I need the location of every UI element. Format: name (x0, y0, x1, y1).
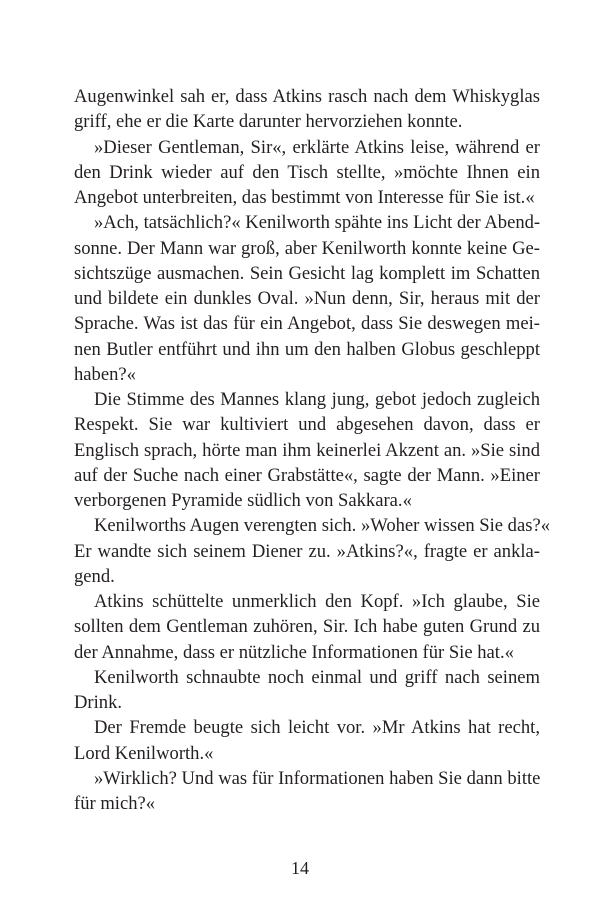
text-line: den Drink wieder auf den Tisch stellte, »möchte Ihnen ein (74, 161, 540, 183)
text-line: Drink. (74, 692, 123, 713)
text-line: Angebot unterbreiten, das bestimmt von Interesse für Sie ist.« (74, 187, 535, 208)
text-line: auf der Suche nach einer Grabstätte«, sagte der Mann. »Einer (74, 464, 540, 486)
text-line: für mich?« (74, 793, 156, 814)
text-line: nen Butler entführt und ihn um den halben Globus geschleppt (74, 338, 540, 360)
text-line: Lord Kenilworth.« (74, 742, 214, 764)
text-line: Augenwinkel sah er, dass Atkins rasch nach dem Whiskyglas (74, 86, 540, 107)
body-text (74, 84, 551, 816)
text-line: Respekt. Sie war kultiviert und abgesehen davon, dass er (74, 414, 540, 436)
text-line: Der Fremde beugte sich leicht vor. »Mr Atkins hat recht, (94, 717, 540, 739)
text-line: sollten dem Gentleman zuhören, Sir. Ich habe guten Grund zu (74, 616, 540, 638)
page-number: 14 (291, 858, 309, 878)
text-line: »Dieser Gentleman, Sir«, erklärte Atkins leise, während er (94, 136, 540, 158)
text-line: und bildete ein dunkles Oval. »Nun denn, Sir, heraus mit der (74, 288, 540, 309)
text-line: Englisch sprach, hörte man ihm keinerlei Akzent an. »Sie sind (74, 439, 540, 461)
text-line: griff, ehe er die Karte darunter hervorziehen konnte. (74, 111, 463, 133)
text-line: sonne. Der Mann war groß, aber Kenilworth konnte keine Ge- (74, 237, 540, 259)
text-line: Er wandte sich seinem Diener zu. »Atkins?«, fragte er ankla- (74, 540, 540, 562)
text-line: Atkins schüttelte unmerklich den Kopf. »Ich glaube, Sie (94, 591, 540, 612)
text-line: haben?« (74, 363, 136, 385)
text-line: Sprache. Was ist das für ein Angebot, dass Sie deswegen mei- (74, 313, 540, 335)
text-line: Kenilworths Augen verengten sich. »Woher wissen Sie das?« (94, 515, 551, 537)
text-line: »Wirklich? Und was für Informationen haben Sie dann bitte (94, 767, 541, 789)
text-line: »Ach, tatsächlich?« Kenilworth spähte ins Licht der Abend- (94, 212, 541, 234)
text-line: der Annahme, dass er nützliche Informationen für Sie hat.« (74, 641, 514, 663)
text-line: gend. (74, 565, 115, 587)
text-line: sichtszüge ausmachen. Sein Gesicht lag komplett im Schatten (74, 262, 540, 284)
text-line: verborgenen Pyramide südlich von Sakkara.« (74, 490, 412, 511)
text-line: Kenilworth schnaubte noch einmal und griff nach seinem (94, 666, 540, 688)
text-line: Die Stimme des Mannes klang jung, gebot jedoch zugleich (94, 389, 540, 410)
